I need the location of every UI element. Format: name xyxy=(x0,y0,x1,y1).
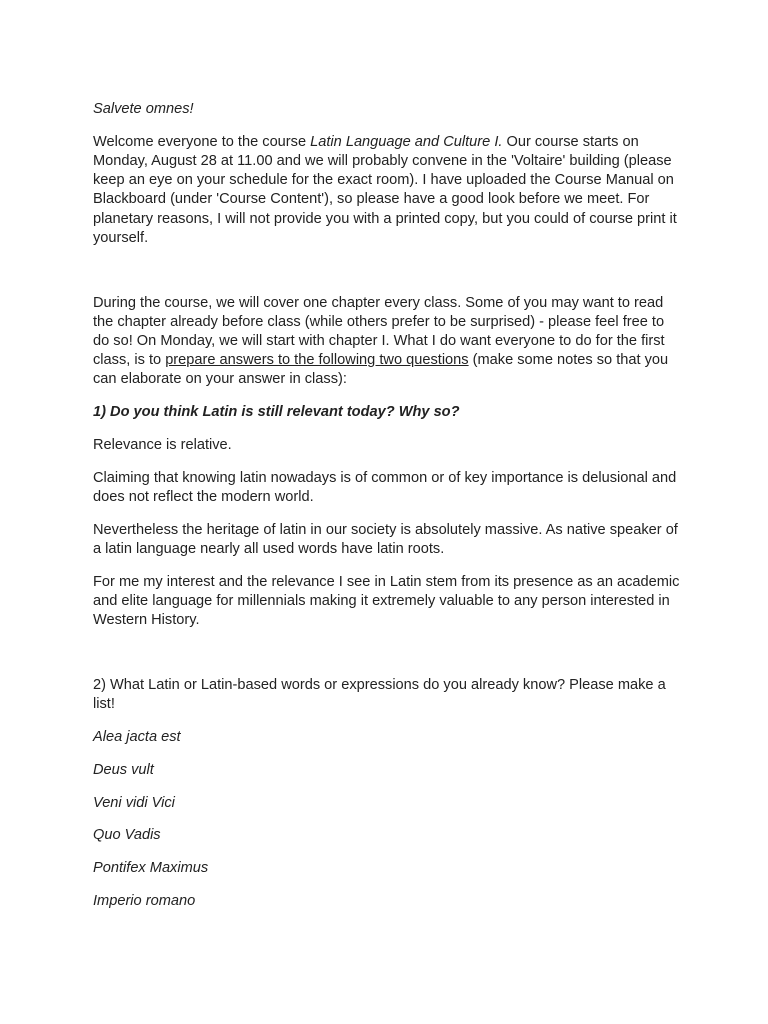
assignment-highlight: prepare answers to the following two questions xyxy=(165,352,469,369)
answer-1-paragraph: For me my interest and the relevance I see in Latin stem from its presence as an academic and elite language for millennials making it extremely valuable to any person interested in Western History. xyxy=(93,573,680,629)
expression-item: Alea jacta est xyxy=(93,729,181,746)
intro-text-2: Our course starts on Monday, August 28 at 11.00 and we will probably convene in the 'Voltaire' building (please keep an eye on your schedule for the exact room). I have uploaded the Course Manual on Blackboard (under 'Course Content'), so please have a good look before we meet. For planetary reasons, I will not provide you with a printed copy, but you could of course print it yourself. xyxy=(93,133,677,246)
expression-item: Pontifex Maximus xyxy=(93,860,209,877)
expression-item: Veni vidi Vici xyxy=(93,794,175,811)
expression-item: Imperio romano xyxy=(93,893,196,909)
course-info-text-1: During the course, we will cover one chapter every class. Some of you may want to read the chapter already before class (while others prefer to be surprised) - please feel free to do so! On Monday, we will start with chapter I. What I do want everyone to do for the first class, is to xyxy=(93,294,665,369)
spacer xyxy=(93,262,683,294)
answer-1-paragraph: Relevance is relative. xyxy=(93,437,232,454)
document-body xyxy=(93,100,683,925)
course-info-text-2: (make some notes so that you can elaborate on your answer in class): xyxy=(93,352,669,388)
intro-paragraph xyxy=(93,133,683,248)
answer-1-paragraph: Claiming that knowing latin nowadays is of common or of key importance is delusional and does not reflect the modern world. xyxy=(93,469,677,506)
intro-text-1: Welcome everyone to the course xyxy=(93,133,311,150)
answer-1-paragraph: Nevertheless the heritage of latin in our society is absolutely massive. As native speaker of a latin language nearly all used words have latin roots. xyxy=(93,521,678,558)
spacer xyxy=(93,644,683,676)
greeting: Salvete omnes! xyxy=(93,101,194,117)
expression-item: Deus vult xyxy=(93,761,154,778)
question-2: 2) What Latin or Latin-based words or expressions do you already know? Please make a list! xyxy=(93,677,666,713)
question-1: 1) Do you think Latin is still relevant today? Why so? xyxy=(93,404,460,421)
course-info-paragraph xyxy=(93,294,683,390)
expression-item: Quo Vadis xyxy=(93,827,161,844)
course-name: Latin Language and Culture I. xyxy=(310,133,503,150)
